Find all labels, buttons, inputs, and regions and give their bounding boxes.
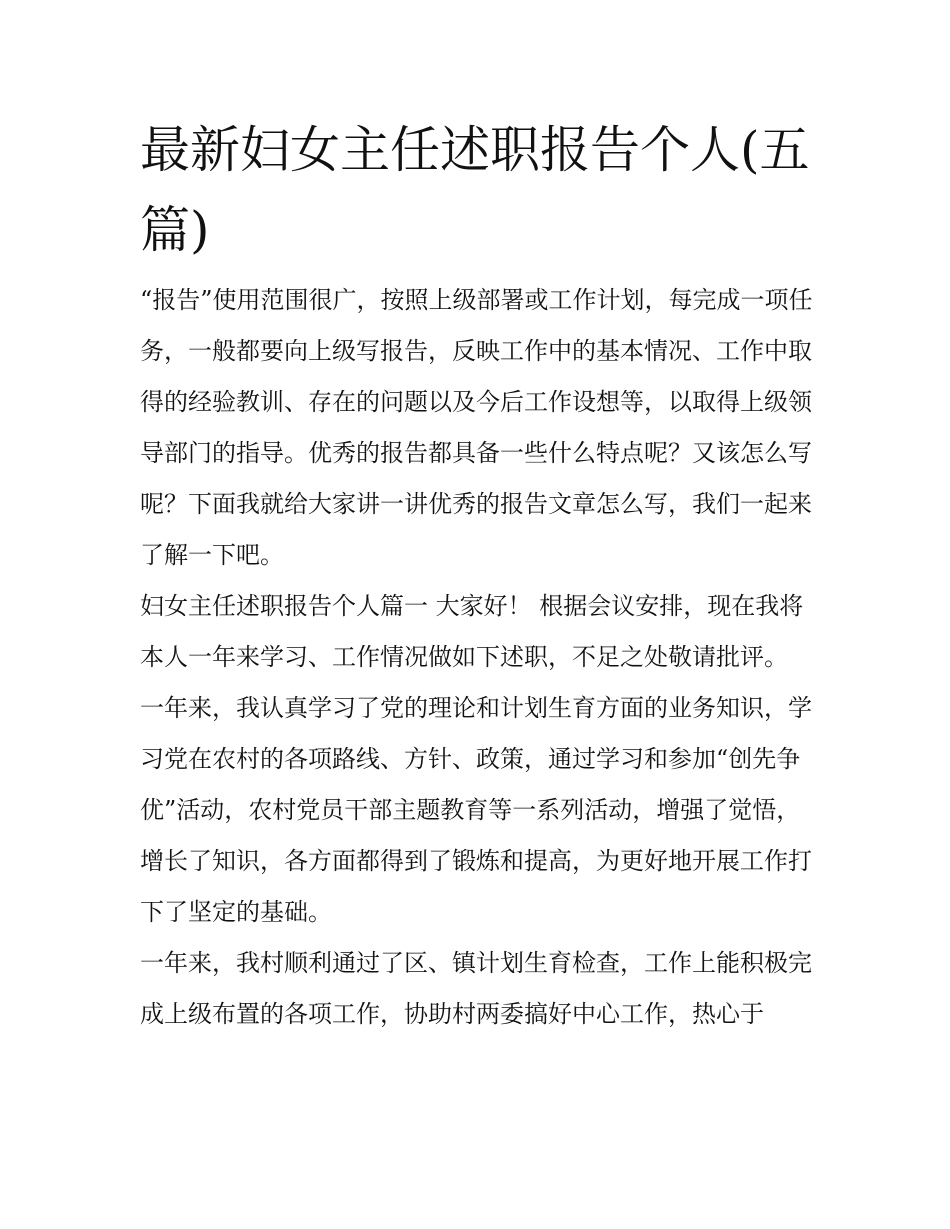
- document-title: 最新妇女主任述职报告个人(五篇): [140, 121, 810, 259]
- document-body: [140, 275, 816, 1040]
- paragraph-intro: “报告”使用范围很广，按照上级部署或工作计划，每完成一项任务，一般都要向上级写报告，反映工作中的基本情况、工作中取得的经验教训、存在的问题以及今后工作设想等，以取得上级领导部门的指导。优秀的报告都具备一些什么特点呢？又该怎么写呢？下面我就给大家讲一讲优秀的报告文章怎么写，我们一起来了解一下吧。: [140, 286, 813, 569]
- paragraph-study: 一年来，我认真学习了党的理论和计划生育方面的业务知识，学习党在农村的各项路线、方针、政策，通过学习和参加“创先争优”活动，农村党员干部主题教育等一系列活动，增强了觉悟，增长了知识，各方面都得到了锻炼和提高，为更好地开展工作打下了坚定的基础。: [140, 694, 812, 926]
- paragraph-opening: 妇女主任述职报告个人篇一 大家好！ 根据会议安排，现在我将本人一年来学习、工作情况做如下述职，不足之处敬请批评。: [140, 592, 804, 671]
- paragraph-work: 一年来，我村顺利通过了区、镇计划生育检查，工作上能积极完成上级布置的各项工作，协助村两委搞好中心工作，热心于: [140, 949, 812, 1028]
